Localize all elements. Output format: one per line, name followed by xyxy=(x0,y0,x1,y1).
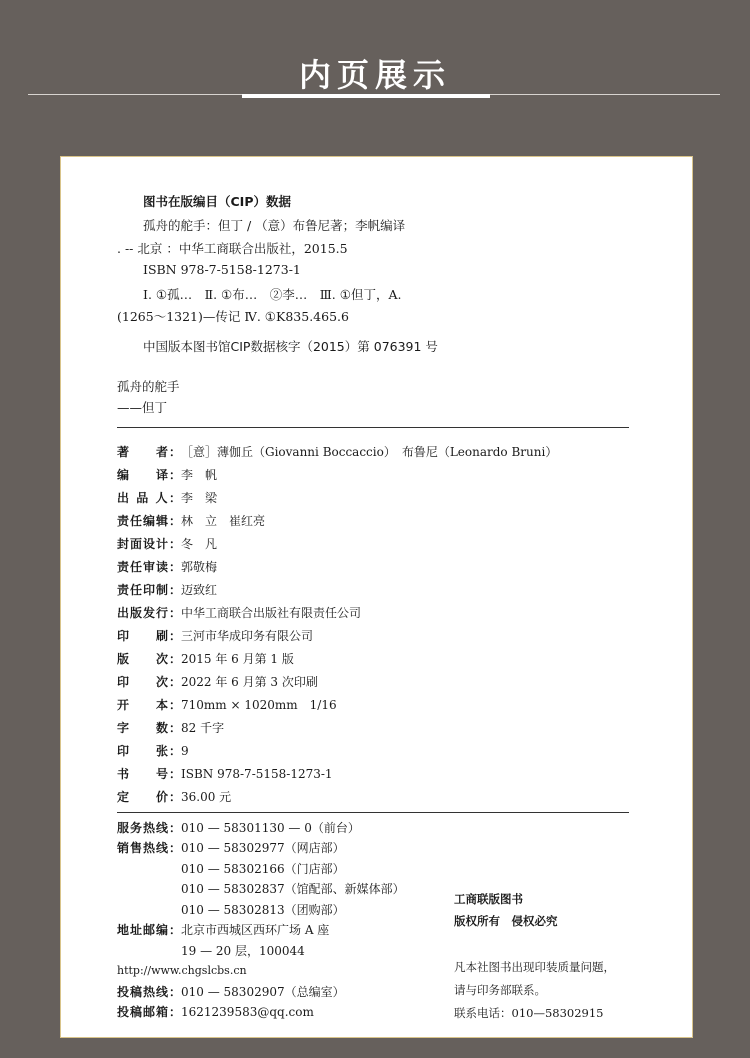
credit-value: 郭敬梅 xyxy=(181,560,218,574)
sales-hotline-label: 销售热线： xyxy=(117,841,181,856)
service-hotline-row xyxy=(117,817,447,838)
book-title-block xyxy=(117,377,180,419)
website-url: http://www.chgslcbs.cn xyxy=(117,964,247,978)
sales-hotline: 010 — 58302837（馆配部、新媒体部） xyxy=(181,882,405,897)
cip-title-line: 孤舟的舵手：但丁 / （意）布鲁尼著；李帆编译 xyxy=(143,218,406,233)
address-row xyxy=(117,920,447,941)
credit-row xyxy=(117,624,637,647)
submission-email-row xyxy=(117,1002,447,1023)
credit-value: 冬 凡 xyxy=(181,537,218,551)
credit-row xyxy=(117,463,637,486)
credit-value: 李 帆 xyxy=(181,468,218,482)
page-title: 内页展示 xyxy=(298,56,451,94)
credit-row xyxy=(117,693,637,716)
credit-value: 迈致红 xyxy=(181,583,218,597)
book-subtitle: ——但丁 xyxy=(117,400,168,415)
address-line-2: 19 — 20 层，100044 xyxy=(181,943,305,958)
credit-row xyxy=(117,716,637,739)
cip-heading: 图书在版编目（CIP）数据 xyxy=(143,194,291,209)
credit-label: 封面设计： xyxy=(117,537,181,551)
website-row xyxy=(117,961,447,982)
quality-notice-2: 请与印务部联系。 xyxy=(454,983,546,997)
credit-label: 出版发行： xyxy=(117,606,181,620)
cip-classification-1: Ⅰ. ①孤… Ⅱ. ①布… ②李… Ⅲ. ①但丁，A. xyxy=(143,287,402,302)
credit-label: 著 者： xyxy=(117,445,181,459)
submission-hotline-row xyxy=(117,981,447,1002)
credit-row xyxy=(117,647,637,670)
rights-reserved: 版权所有 侵权必究 xyxy=(454,914,558,928)
credit-label: 印 刷： xyxy=(117,629,181,643)
service-hotline-label: 服务热线： xyxy=(117,820,181,835)
sales-hotline-row xyxy=(117,899,447,920)
contact-phone: 联系电话：010—58302915 xyxy=(454,1006,604,1020)
quality-notice-1: 凡本社图书出现印装质量问题， xyxy=(454,960,615,974)
credit-value: ［意］薄伽丘（Giovanni Boccaccio） 布鲁尼（Leonardo Bruni） xyxy=(181,445,558,459)
cip-record-number: 中国版本图书馆CIP数据核字（2015）第 076391 号 xyxy=(143,339,438,354)
sales-hotline-row xyxy=(117,858,447,879)
credit-value: 中华工商联合出版社有限责任公司 xyxy=(181,606,362,620)
sales-hotline-row xyxy=(117,879,447,900)
sales-hotline: 010 — 58302813（团购部） xyxy=(181,902,345,917)
credit-row xyxy=(117,486,637,509)
credit-label: 责任审读： xyxy=(117,560,181,574)
credit-label: 字 数： xyxy=(117,721,181,735)
credit-value: 9 xyxy=(181,743,189,758)
address-label: 地址邮编： xyxy=(117,923,181,938)
contact-block xyxy=(117,817,447,1022)
credit-label: 出 品 人： xyxy=(117,491,181,505)
cip-classification-2: (1265～1321)—传记 Ⅳ. ①K835.465.6 xyxy=(117,309,349,324)
credit-row xyxy=(117,509,637,532)
credit-value: ISBN 978-7-5158-1273-1 xyxy=(181,766,333,781)
cip-isbn: ISBN 978-7-5158-1273-1 xyxy=(143,262,301,277)
sales-hotline: 010 — 58302166（门店部） xyxy=(181,861,345,876)
divider-top xyxy=(117,427,629,428)
credit-label: 编 译： xyxy=(117,468,181,482)
credit-value: 李 梁 xyxy=(181,491,218,505)
credit-row xyxy=(117,555,637,578)
credit-label: 版 次： xyxy=(117,652,181,666)
book-title: 孤舟的舵手 xyxy=(117,379,180,394)
divider-bottom xyxy=(117,812,629,813)
credit-value: 2022 年 6 月第 3 次印刷 xyxy=(181,675,318,689)
publisher-imprint: 工商联版图书 xyxy=(454,892,523,906)
credit-value: 36.00 元 xyxy=(181,790,232,804)
credit-value: 三河市华成印务有限公司 xyxy=(181,629,314,643)
header-underline xyxy=(242,94,490,98)
service-hotline: 010 — 58301130 — 0（前台） xyxy=(181,820,360,835)
credit-label: 印 张： xyxy=(117,744,181,758)
credit-row xyxy=(117,785,637,808)
cip-publisher-line: . -- 北京 ：中华工商联合出版社，2015.5 xyxy=(117,241,348,256)
submission-hotline-label: 投稿热线： xyxy=(117,984,181,999)
credit-value: 710mm × 1020mm 1/16 xyxy=(181,698,337,712)
credit-row xyxy=(117,601,637,624)
address-row xyxy=(117,940,447,961)
sales-hotline-row xyxy=(117,838,447,859)
credit-value: 82 千字 xyxy=(181,721,225,735)
submission-hotline: 010 — 58302907（总编室） xyxy=(181,984,345,999)
credit-row xyxy=(117,670,637,693)
credit-row xyxy=(117,739,637,762)
submission-email: 1621239583@qq.com xyxy=(181,1004,314,1019)
credit-label: 定 价： xyxy=(117,790,181,804)
credit-label: 责任编辑： xyxy=(117,514,181,528)
credits-list xyxy=(117,440,637,808)
credit-value: 2015 年 6 月第 1 版 xyxy=(181,652,294,666)
credit-label: 书 号： xyxy=(117,767,181,781)
credit-row xyxy=(117,578,637,601)
credit-row xyxy=(117,762,637,785)
credit-label: 印 次： xyxy=(117,675,181,689)
copyright-page xyxy=(61,157,692,1037)
credit-row xyxy=(117,532,637,555)
credit-row xyxy=(117,440,637,463)
address-line-1: 北京市西城区西环广场 A 座 xyxy=(181,923,330,938)
sales-hotline: 010 — 58302977（网店部） xyxy=(181,841,345,856)
credit-label: 责任印制： xyxy=(117,583,181,597)
credit-value: 林 立 崔红亮 xyxy=(181,514,266,528)
submission-email-label: 投稿邮箱： xyxy=(117,1005,181,1020)
credit-label: 开 本： xyxy=(117,698,181,712)
